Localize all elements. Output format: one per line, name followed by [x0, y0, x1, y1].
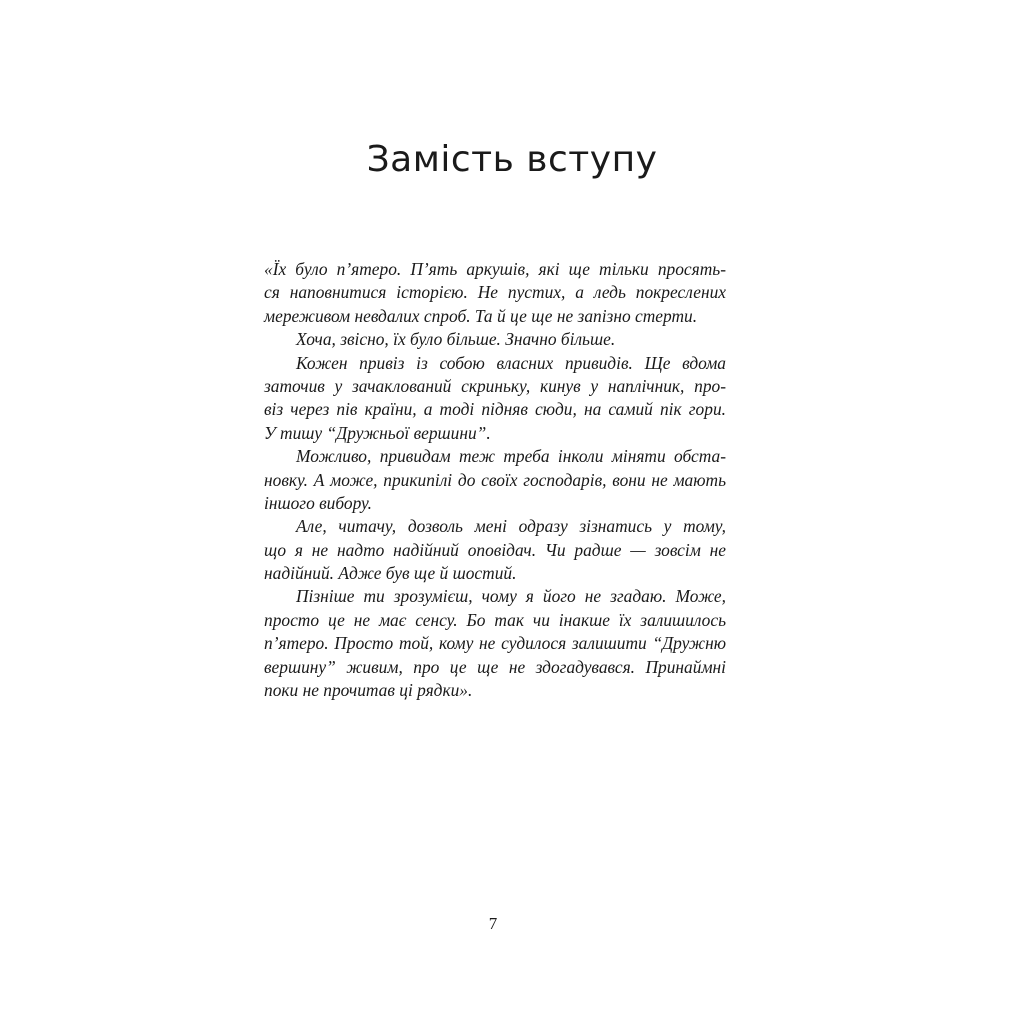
page-number: 7	[488, 914, 498, 933]
text-line: віз через пів країни, а тоді підняв сюди, на самий пік гори.	[264, 399, 726, 420]
text-line: що я не надто надійний оповідач. Чи радше — зовсім не	[264, 539, 726, 560]
text-line: ся наповнитися історією. Не пустих, а ледь покреслених	[264, 282, 726, 303]
text-line: У тишу “Дружньої вершини”.	[264, 422, 491, 443]
text-line: п’ятеро. Просто той, кому не судилося залишити “Дружню	[264, 633, 726, 654]
text-line: Але, читачу, дозволь мені одразу зізнатись у тому,	[296, 516, 726, 537]
text-line: іншого вибору.	[264, 492, 373, 513]
text-line: Можливо, привидам теж треба інколи міняти обста-	[296, 446, 726, 467]
text-line: заточив у зачаклований скриньку, кинув у наплічник, про-	[264, 375, 726, 396]
text-line: мереживом невдалих спроб. Та й це ще не запізно стерти.	[264, 305, 698, 326]
text-line: поки не прочитав ці рядки».	[264, 680, 473, 701]
body-text	[264, 258, 726, 702]
text-line: Кожен привіз із собою власних привидів. Ще вдома	[296, 352, 726, 373]
text-line: «Їх було п’ятеро. П’ять аркушів, які ще тільки просять-	[264, 259, 726, 279]
text-line: просто це не має сенсу. Бо так чи інакше їх залишилось	[264, 609, 726, 630]
text-line: Хоча, звісно, їх було більше. Значно більше.	[296, 329, 616, 350]
text-line: новку. А може, прикипілі до своїх господарів, вони не мають	[264, 469, 726, 490]
text-line: Пізніше ти зрозумієш, чому я його не згадаю. Може,	[296, 586, 726, 607]
text-line: вершину” живим, про це ще не здогадувався. Принаймні	[264, 656, 726, 677]
chapter-title: Замість вступу	[366, 139, 658, 180]
text-line: надійний. Адже був ще й шостий.	[264, 563, 517, 584]
